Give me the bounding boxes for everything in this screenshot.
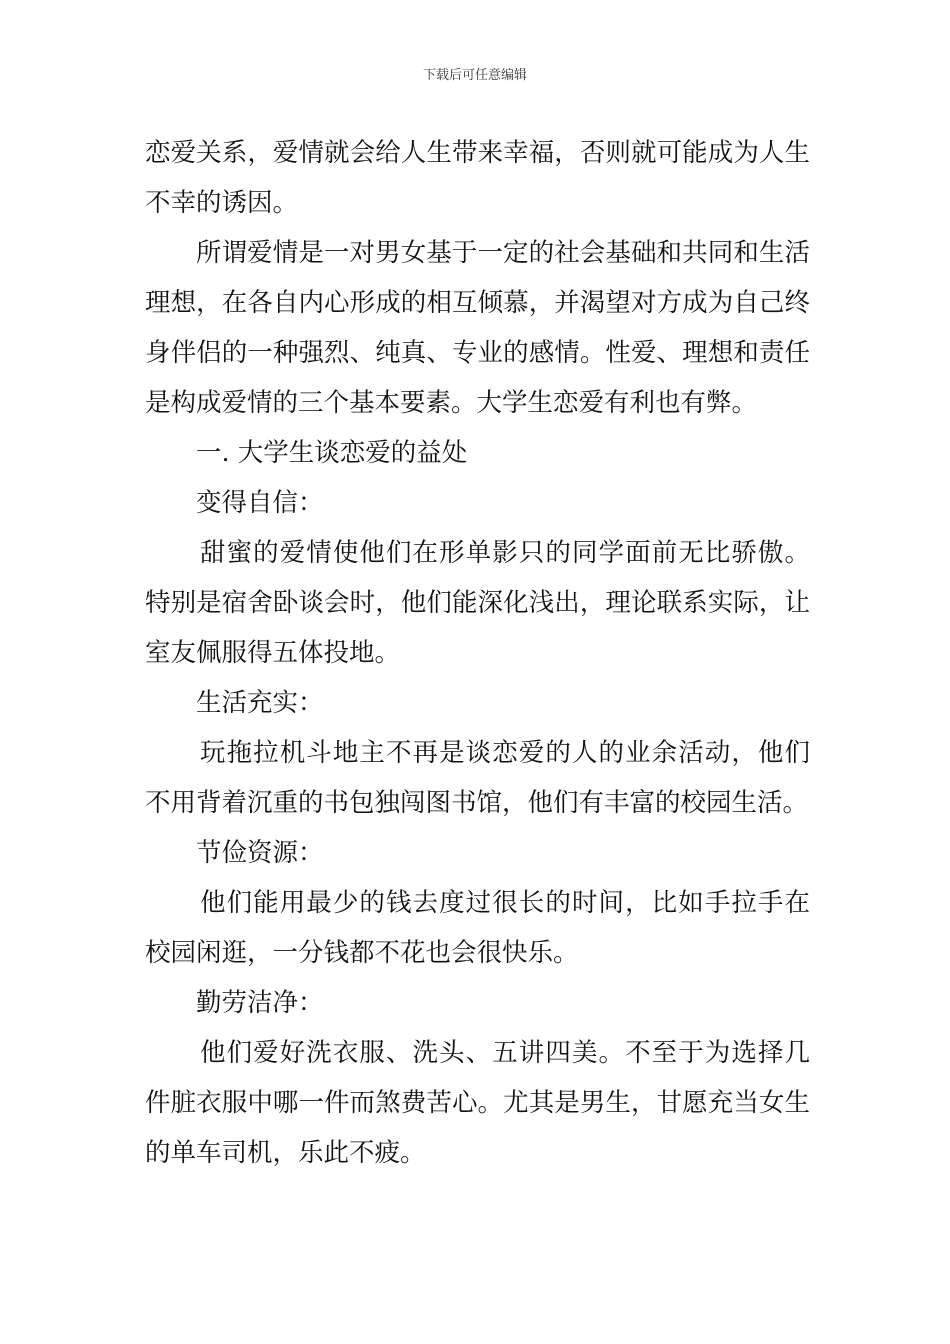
- paragraph-intro-continuation: 恋爱关系，爱情就会给人生带来幸福，否则就可能成为人生不幸的诱因。: [145, 138, 810, 218]
- page-header: 下载后可任意编辑: [422, 68, 527, 83]
- item-title-diligent-clean: 勤劳洁净：: [196, 988, 324, 1018]
- document-body: [145, 128, 810, 1178]
- item-title-fulfilling-life: 生活充实：: [196, 688, 324, 718]
- item-title-confidence: 变得自信：: [196, 488, 324, 518]
- item-text-confidence: 甜蜜的爱情使他们在形单影只的同学面前无比骄傲。特别是宿舍卧谈会时，他们能深化浅出，理论联系实际，让室友佩服得五体投地。: [145, 538, 810, 668]
- item-title-saving-resources: 节俭资源：: [196, 838, 324, 868]
- item-text-saving-resources: 他们能用最少的钱去度过很长的时间，比如手拉手在校园闲逛，一分钱都不花也会很快乐。: [145, 888, 810, 968]
- paragraph-love-definition: 所谓爱情是一对男女基于一定的社会基础和共同和生活理想，在各自内心形成的相互倾慕，并渴望对方成为自己终身伴侣的一种强烈、纯真、专业的感情。性爱、理想和责任是构成爱情的三个基本要素。大学生恋爱有利也有弊。: [145, 238, 810, 418]
- item-text-diligent-clean: 他们爱好洗衣服、洗头、五讲四美。不至于为选择几件脏衣服中哪一件而煞费苦心。尤其是男生，甘愿充当女生的单车司机，乐此不疲。: [145, 1038, 810, 1168]
- section-heading: 一. 大学生谈恋爱的益处: [196, 438, 468, 468]
- item-text-fulfilling-life: 玩拖拉机斗地主不再是谈恋爱的人的业余活动，他们不用背着沉重的书包独闯图书馆，他们有丰富的校园生活。: [145, 738, 810, 818]
